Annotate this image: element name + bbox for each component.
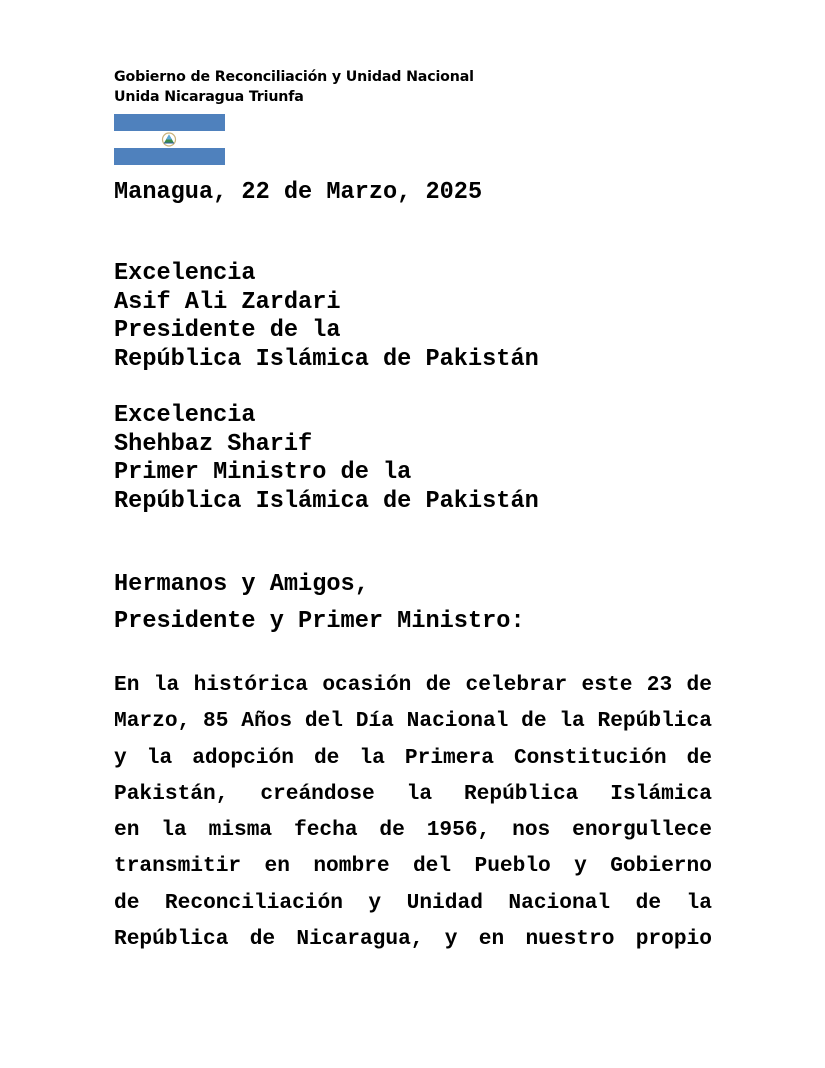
salutation — [114, 567, 525, 640]
body-word: en — [264, 854, 290, 879]
body-word: Primera — [404, 745, 494, 770]
body-word: Islámica — [610, 781, 712, 806]
body-word: adopción — [192, 745, 294, 770]
letter-body-paragraph — [114, 667, 712, 957]
body-word: la — [406, 781, 433, 806]
body-word: la — [161, 818, 187, 843]
salutation-line: Presidente y Primer Ministro: — [114, 607, 525, 635]
letterhead — [114, 67, 474, 107]
body-word: propio — [635, 927, 712, 952]
body-line — [114, 921, 712, 957]
body-word: Unidad — [406, 890, 483, 915]
body-word: Pakistán, — [114, 781, 229, 806]
body-word: enorgullece — [572, 818, 712, 843]
body-word: Nacional — [406, 709, 509, 734]
body-word: de — [425, 673, 452, 697]
nicaragua-flag-icon — [114, 114, 225, 165]
addressee-country: República Islámica de Pakistán — [114, 488, 539, 516]
body-word: Reconciliación — [164, 890, 343, 915]
body-word: Marzo, — [114, 709, 191, 734]
body-word: 1956, — [426, 818, 491, 843]
addressee-position: Presidente de la — [114, 317, 341, 345]
body-word: creándose — [260, 781, 375, 806]
body-line — [114, 885, 712, 921]
body-word: Nicaragua, — [296, 927, 424, 952]
body-word: la — [359, 745, 385, 770]
body-word: República — [114, 927, 229, 952]
body-line — [114, 703, 712, 739]
letterhead-motto: Unida Nicaragua Triunfa — [114, 89, 304, 105]
body-word: en — [114, 818, 140, 843]
coat-of-arms-icon — [160, 132, 178, 147]
body-word: 85 — [203, 709, 229, 734]
body-word: de — [379, 818, 405, 843]
body-line — [114, 776, 712, 812]
letter-date: Managua, 22 de Marzo, 2025 — [114, 179, 483, 206]
addressee-block-president — [114, 260, 539, 375]
body-word: de — [114, 890, 140, 915]
body-word: la — [146, 745, 173, 770]
body-word: Gobierno — [610, 854, 712, 879]
body-line — [114, 740, 712, 776]
body-word: y — [574, 854, 587, 879]
body-word: de — [635, 890, 662, 915]
body-word: la — [686, 890, 712, 915]
addressee-position: Primer Ministro de la — [114, 459, 412, 487]
body-word: la — [559, 709, 585, 734]
body-word: de — [249, 927, 276, 952]
body-word: misma — [208, 818, 273, 843]
body-word: de — [313, 745, 340, 770]
body-word: fecha — [293, 818, 358, 843]
salutation-line: Hermanos y Amigos, — [114, 571, 369, 598]
body-word: la — [153, 673, 180, 697]
flag-top-band — [114, 114, 225, 131]
body-word: Pueblo — [474, 854, 551, 879]
body-word: celebrar — [465, 673, 568, 697]
flag-bottom-band — [114, 148, 225, 165]
body-word: transmitir — [114, 854, 242, 879]
body-word: Día — [355, 709, 394, 734]
body-word: de — [686, 673, 712, 697]
body-word: en — [478, 927, 505, 952]
body-word: nuestro — [525, 927, 615, 952]
addressee-country: República Islámica de Pakistán — [114, 346, 539, 374]
body-word: Años — [241, 709, 293, 734]
body-word: nombre — [313, 854, 390, 879]
body-word: y — [368, 890, 382, 915]
body-word: y — [444, 927, 458, 952]
letterhead-government-name: Gobierno de Reconciliación y Unidad Nacional — [114, 69, 474, 85]
body-word: del — [304, 709, 343, 734]
body-word: En — [114, 673, 140, 697]
body-word: histórica — [193, 673, 308, 697]
body-word: de — [521, 709, 547, 734]
flag-middle-band — [114, 131, 225, 148]
addressee-name: Asif Ali Zardari — [114, 288, 341, 316]
body-word: del — [412, 854, 452, 879]
body-word: nos — [512, 818, 551, 843]
body-word: Nacional — [508, 890, 611, 915]
body-word: este — [581, 673, 633, 697]
addressee-title: Excelencia — [114, 260, 256, 287]
body-line — [114, 812, 712, 848]
body-word: y — [114, 745, 127, 770]
body-line — [114, 848, 712, 884]
addressee-block-prime-minister — [114, 402, 539, 517]
body-word: República — [463, 781, 579, 806]
body-word: ocasión — [322, 673, 412, 697]
body-word: de — [686, 745, 712, 770]
body-word: 23 — [646, 673, 673, 697]
body-line — [114, 667, 712, 703]
body-word: República — [597, 709, 712, 734]
addressee-title: Excelencia — [114, 402, 256, 429]
addressee-name: Shehbaz Sharif — [114, 430, 313, 458]
body-word: Constitución — [513, 745, 667, 770]
